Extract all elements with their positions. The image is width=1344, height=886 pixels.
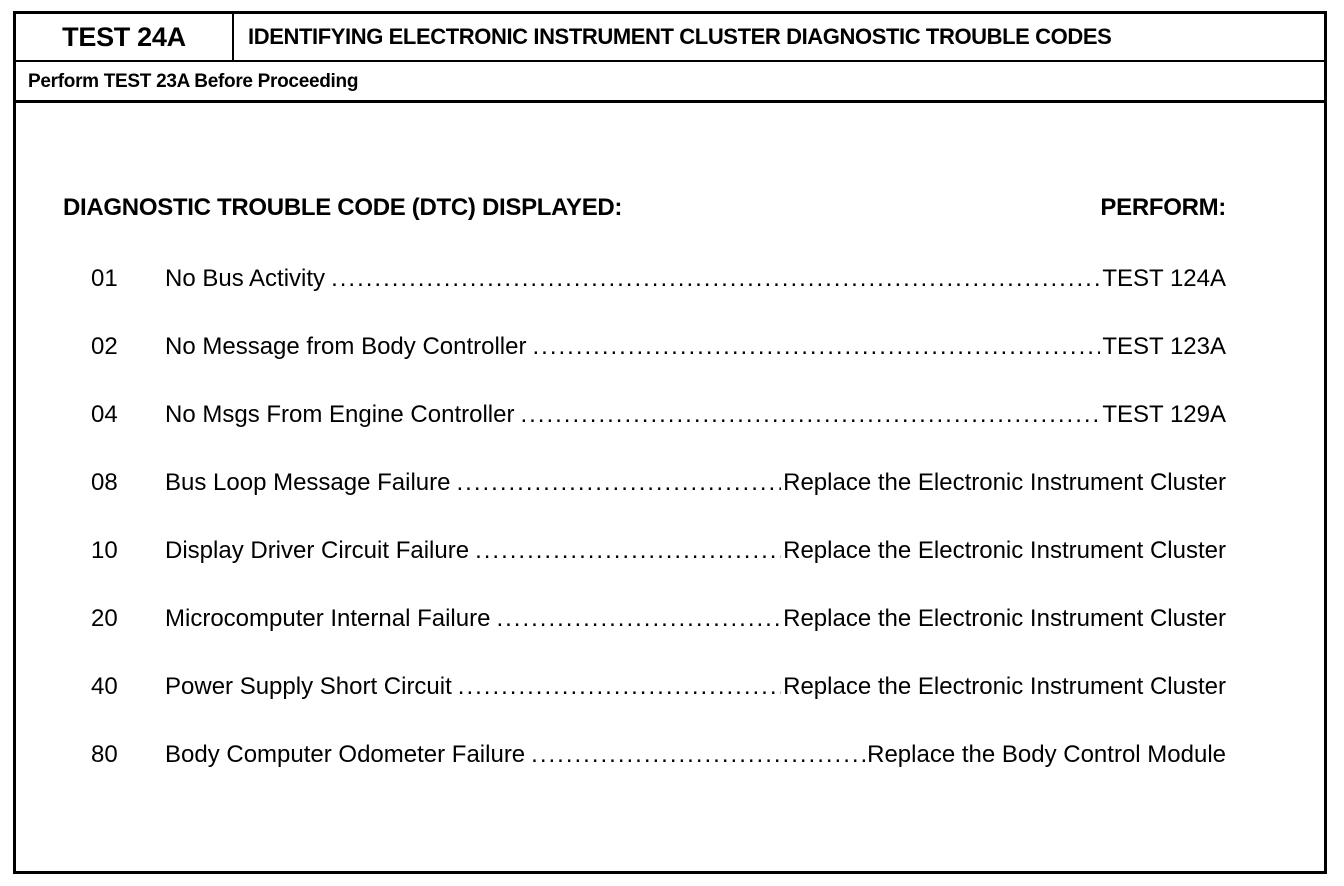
header-row bbox=[16, 14, 1324, 62]
dtc-code: 08 bbox=[91, 469, 118, 496]
dtc-row bbox=[16, 534, 1324, 568]
dtc-line bbox=[165, 602, 1226, 636]
dot-leader bbox=[520, 398, 1100, 432]
dtc-code: 02 bbox=[91, 333, 118, 360]
dtc-row bbox=[16, 330, 1324, 364]
dtc-row bbox=[16, 466, 1324, 500]
dtc-row bbox=[16, 262, 1324, 296]
dot-leader bbox=[496, 602, 781, 636]
dot-leader bbox=[458, 670, 781, 704]
dtc-action: Replace the Electronic Instrument Cluster bbox=[783, 605, 1226, 632]
dtc-code: 10 bbox=[91, 537, 118, 564]
dtc-description: Power Supply Short Circuit bbox=[165, 673, 452, 700]
dtc-line bbox=[165, 262, 1226, 296]
dtc-description: Body Computer Odometer Failure bbox=[165, 741, 526, 768]
dtc-description: Display Driver Circuit Failure bbox=[165, 537, 470, 564]
dtc-description: Bus Loop Message Failure bbox=[165, 469, 451, 496]
dtc-action: Replace the Electronic Instrument Cluster bbox=[783, 673, 1226, 700]
dot-leader bbox=[331, 262, 1100, 296]
dtc-line bbox=[165, 466, 1226, 500]
dtc-action: Replace the Body Control Module bbox=[867, 741, 1226, 768]
dtc-description: Microcomputer Internal Failure bbox=[165, 605, 491, 632]
dtc-code: 20 bbox=[91, 605, 118, 632]
perform-column-heading: PERFORM: bbox=[1100, 194, 1226, 221]
dtc-action: Replace the Electronic Instrument Cluster bbox=[783, 537, 1226, 564]
dtc-line bbox=[165, 330, 1226, 364]
dtc-action: Replace the Electronic Instrument Cluster bbox=[783, 469, 1226, 496]
dtc-description: No Msgs From Engine Controller bbox=[165, 401, 515, 428]
dtc-code: 80 bbox=[91, 741, 118, 768]
dot-leader bbox=[531, 738, 865, 772]
dot-leader bbox=[532, 330, 1100, 364]
dtc-description: No Message from Body Controller bbox=[165, 333, 527, 360]
prerequisite-text: Perform TEST 23A Before Proceeding bbox=[28, 71, 359, 92]
dtc-column-heading: DIAGNOSTIC TROUBLE CODE (DTC) DISPLAYED: bbox=[63, 194, 623, 221]
dtc-code: 04 bbox=[91, 401, 118, 428]
dtc-action: TEST 124A bbox=[1102, 265, 1226, 292]
dtc-action: TEST 129A bbox=[1102, 401, 1226, 428]
prerequisite-row bbox=[16, 62, 1324, 103]
dtc-row bbox=[16, 738, 1324, 772]
test-procedure-frame bbox=[13, 11, 1327, 874]
test-title: IDENTIFYING ELECTRONIC INSTRUMENT CLUSTER DIAGNOSTIC TROUBLE CODES bbox=[248, 24, 1112, 49]
dtc-row bbox=[16, 670, 1324, 704]
dtc-code: 40 bbox=[91, 673, 118, 700]
dtc-row bbox=[16, 602, 1324, 636]
test-id: TEST 24A bbox=[16, 14, 234, 60]
dtc-description: No Bus Activity bbox=[165, 265, 326, 292]
dtc-code: 01 bbox=[91, 265, 118, 292]
dtc-line bbox=[165, 670, 1226, 704]
dtc-row bbox=[16, 398, 1324, 432]
dtc-line bbox=[165, 398, 1226, 432]
dot-leader bbox=[475, 534, 781, 568]
dtc-line bbox=[165, 738, 1226, 772]
dtc-line bbox=[165, 534, 1226, 568]
dot-leader bbox=[457, 466, 782, 500]
dtc-action: TEST 123A bbox=[1102, 333, 1226, 360]
